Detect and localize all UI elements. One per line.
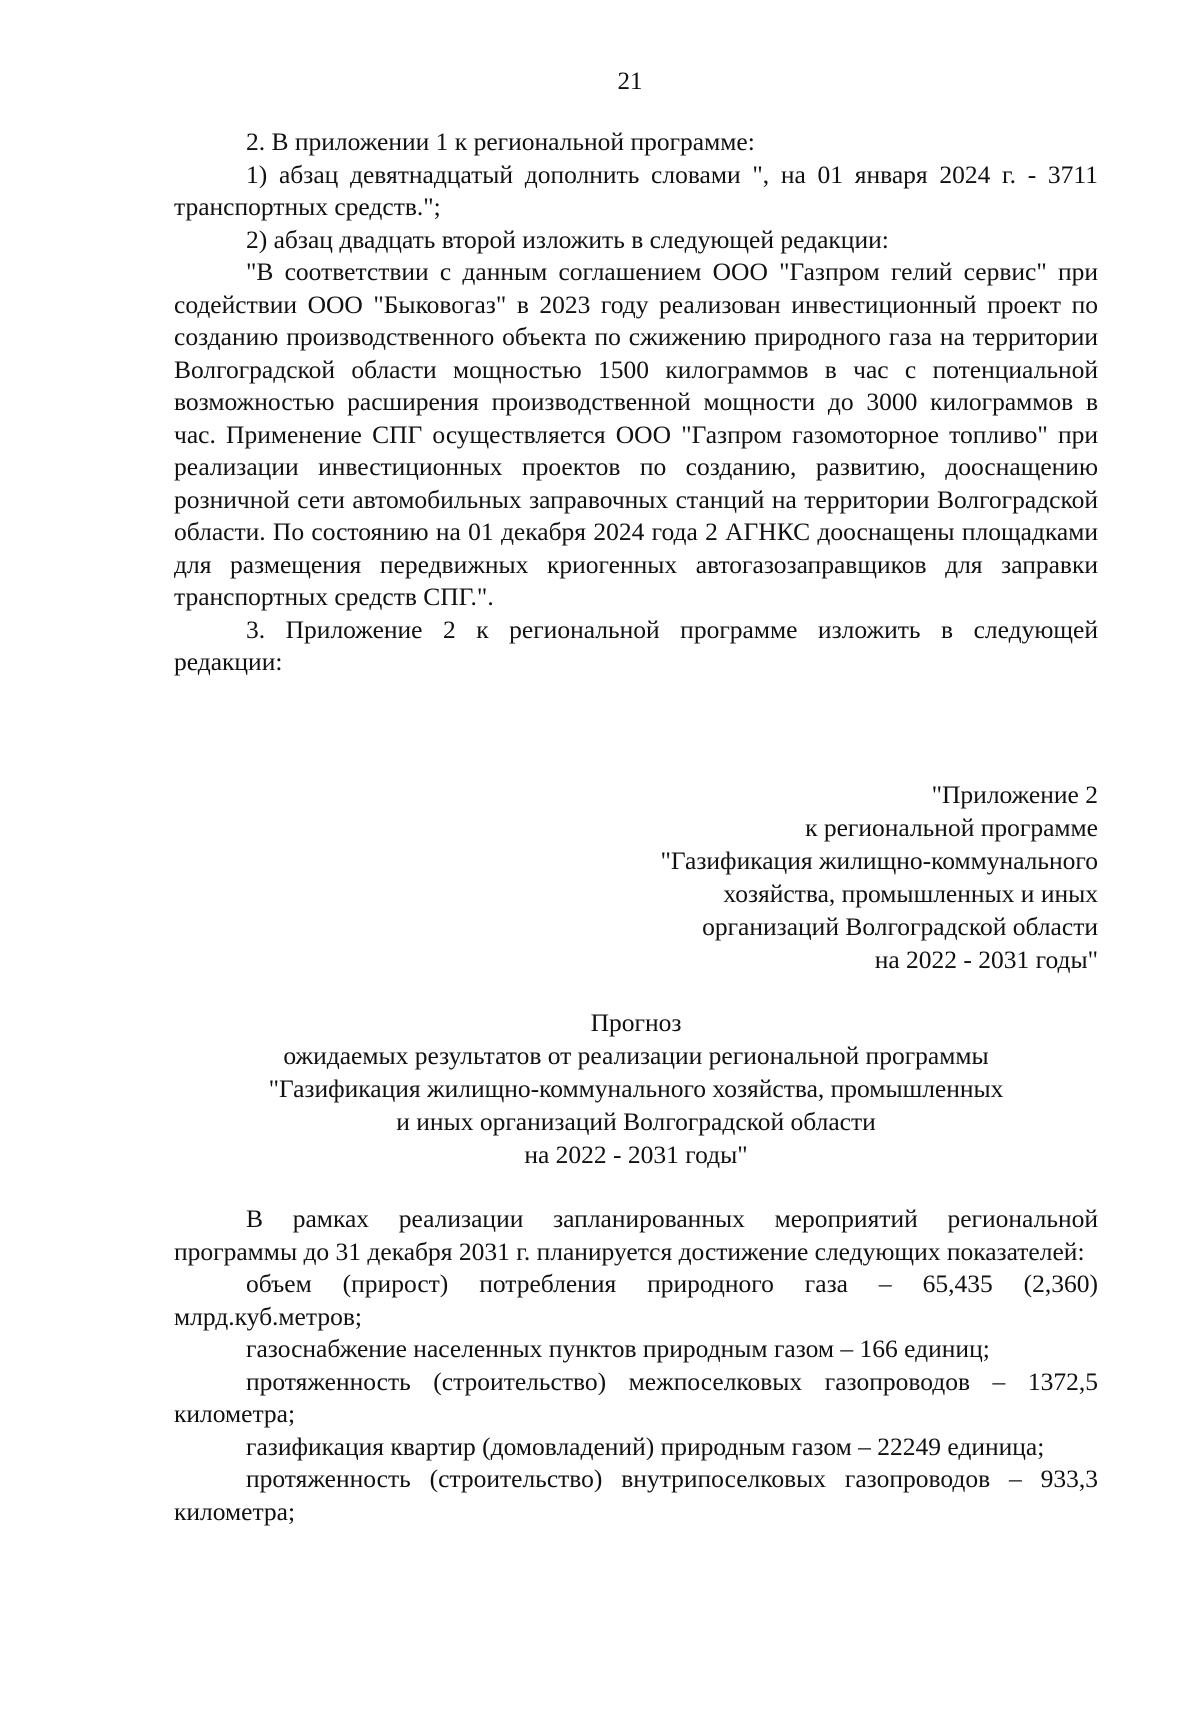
forecast-title-line-4: и иных организаций Волгоградской области — [396, 1107, 876, 1136]
page-number: 21 — [617, 68, 643, 95]
appendix-line-4: хозяйства, промышленных и иных — [723, 879, 1098, 908]
appendix-line-1: "Приложение 2 — [931, 780, 1098, 809]
section-2-item-1: 1) абзац девятнадцатый дополнить словами ", на 01 января 2024 г. - 3711 транспортных средств."; — [174, 159, 1098, 221]
forecast-title-line-5: на 2022 - 2031 годы" — [524, 1140, 748, 1169]
appendix-line-6: на 2022 - 2031 годы" — [874, 945, 1098, 974]
forecast-title-line-3: "Газификация жилищно-коммунального хозяйства, промышленных — [268, 1074, 1004, 1103]
result-item: газоснабжение населенных пунктов природным газом – 166 единиц; — [246, 1334, 990, 1363]
section-2-heading: 2. В приложении 1 к региональной программе: — [246, 127, 755, 156]
section-3-text: 3. Приложение 2 к региональной программе изложить в следующей редакции: — [174, 614, 1098, 676]
appendix-line-3: "Газификация жилищно-коммунального — [660, 846, 1098, 875]
section-2-item-2: 2) абзац двадцать второй изложить в следующей редакции: — [246, 224, 889, 254]
result-item: газификация квартир (домовладений) природным газом – 22249 единица; — [246, 1431, 1045, 1461]
appendix-line-5: организаций Волгоградской области — [702, 912, 1098, 941]
result-item: протяженность (строительство) межпоселковых газопроводов – 1372,5 километра; — [174, 1366, 1098, 1428]
result-item: объем (прирост) потребления природного газа – 65,435 (2,360) млрд.куб.метров; — [174, 1269, 1098, 1331]
results-section — [174, 1203, 1098, 1528]
appendix-line-2: к региональной программе — [805, 813, 1098, 842]
forecast-title — [174, 1006, 1098, 1171]
result-item: протяженность (строительство) внутрипоселковых газопроводов – 933,3 километра; — [174, 1464, 1098, 1526]
forecast-title-line-1: Прогноз — [590, 1008, 682, 1037]
amendments-section — [174, 126, 1098, 679]
section-2-quote: "В соответствии с данным соглашением ООО "Газпром гелий сервис" при содействии ООО "Быковогаз" в 2023 году реализован инвестиционный проект по созданию производственного объекта по сжижению природного газа на территории Волгоградской области мощностью 1500 килограммов в час с потенциальной возможностью расширения производственной мощности до 3000 килограммов в час. Применение СПГ осуществляется ООО "Газпром газомоторное топливо" при реализации инвестиционных проектов по созданию, развитию, дооснащению розничной сети автомобильных заправочных станций на территории Волгоградской области. По состоянию на 01 декабря 2024 года 2 АГНКС дооснащены площадками для размещения передвижных криогенных автогазозаправщиков для заправки транспортных средств СПГ.". — [174, 257, 1098, 611]
appendix-header — [498, 778, 1098, 976]
forecast-title-line-2: ожидаемых результатов от реализации региональной программы — [283, 1041, 989, 1070]
results-intro: В рамках реализации запланированных мероприятий региональной программы до 31 декабря 2031 г. планируется достижение следующих показателей: — [174, 1204, 1098, 1266]
